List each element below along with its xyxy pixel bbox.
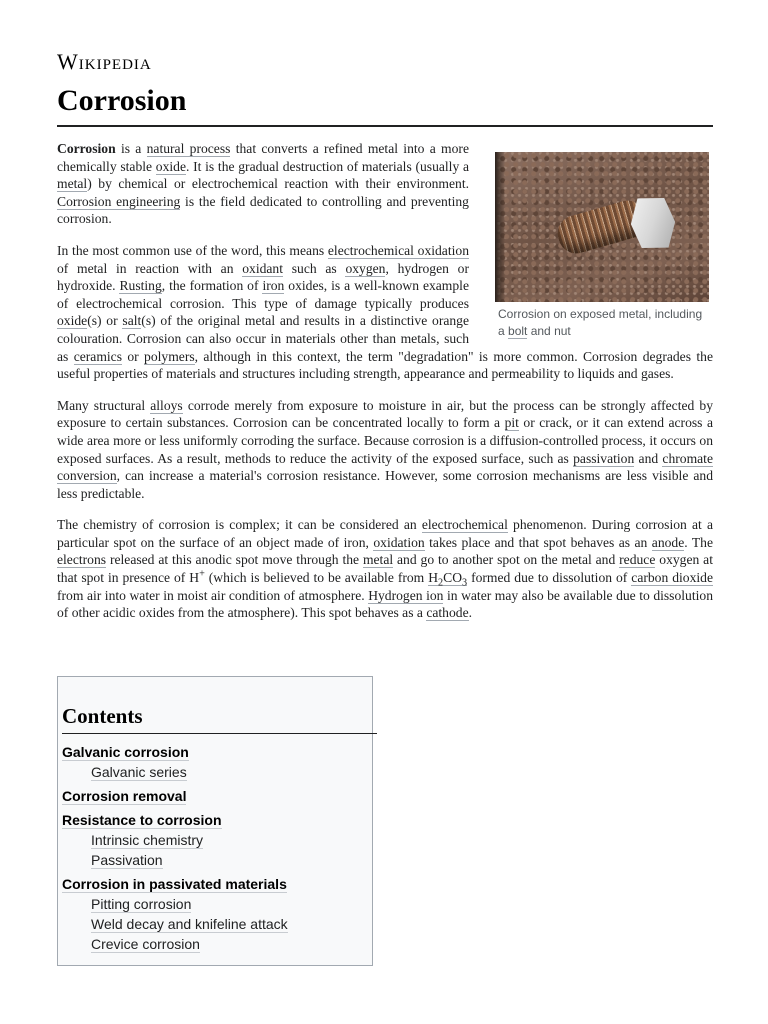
link-text: oxide: [155, 158, 186, 174]
link-text: 2: [438, 577, 444, 589]
text-run: The chemistry of corrosion is complex; it can be considered an: [57, 517, 422, 533]
figure-caption: [495, 302, 713, 340]
toc-subitem-label: Crevice corrosion: [91, 936, 200, 952]
wiki-link[interactable]: [363, 552, 393, 568]
link-text: oxygen: [345, 260, 386, 276]
text-run: in water may also be available due to dissolution of other acidic oxides from the atmosphere). This spot behaves as a: [57, 587, 713, 621]
wiki-link[interactable]: [345, 261, 385, 277]
text-run: . The: [684, 534, 713, 550]
link-text: metal: [362, 552, 394, 568]
toc-item[interactable]: [62, 810, 368, 830]
page-title: Corrosion: [57, 84, 187, 117]
toc-item[interactable]: [62, 786, 368, 806]
toc-subitem[interactable]: [62, 934, 368, 954]
link-text: salt: [122, 313, 142, 329]
wiki-link[interactable]: [426, 605, 468, 621]
text-run: from air into water in moist air condition of atmosphere.: [57, 587, 369, 603]
text-run: phenomenon. During corrosion at a particular spot on the surface of an object made of iron,: [57, 517, 713, 550]
text-run: is a: [115, 141, 147, 156]
bold-term: Corrosion: [57, 141, 116, 156]
link-text: polymers: [144, 348, 195, 364]
superscript: +: [199, 568, 205, 580]
wiki-link[interactable]: [150, 398, 182, 414]
link-text: electrons: [57, 552, 107, 568]
text-run: (s) of the original metal and results in a distinctive orange colouration. Corrosion can also occur in materials other than metals, such as: [57, 313, 470, 364]
toc-subitem-label: Pitting corrosion: [91, 896, 192, 912]
link-text: anode: [651, 534, 685, 550]
text-run: In the most common use of the word, this means: [57, 242, 328, 258]
text-run: and: [634, 450, 663, 466]
wiki-link[interactable]: [328, 243, 469, 259]
link-text: CO: [443, 570, 463, 586]
toc-title: Contents: [62, 704, 377, 734]
toc-item-label: Corrosion removal: [62, 788, 187, 804]
toc-list: [62, 742, 368, 954]
text-run: ) by chemical or electrochemical reaction with their environment.: [87, 176, 469, 192]
toc-item-label: Galvanic corrosion: [62, 744, 189, 760]
wiki-link[interactable]: [422, 517, 508, 533]
wiki-link[interactable]: [57, 313, 87, 329]
wiki-link[interactable]: [652, 535, 684, 551]
text-run: is the field dedicated to controlling and preventing corrosion.: [57, 193, 469, 227]
wiki-link[interactable]: [119, 278, 161, 294]
link-text: Hydrogen ion: [368, 587, 444, 603]
text-run: corrode merely from exposure to moisture in air, but the process can be strongly affected by exposure to certain substances. Corrosion can be concentrated locally to form a: [57, 397, 713, 431]
toc-subitem[interactable]: [62, 850, 368, 870]
text-run: such as: [283, 260, 346, 276]
wiki-link[interactable]: [373, 535, 424, 551]
text-run: formed due to dissolution of: [467, 570, 632, 586]
link-text: oxide: [57, 313, 88, 329]
text-run: or: [122, 348, 145, 364]
wiki-link[interactable]: [74, 349, 122, 365]
text-run: released at this anodic spot move through the: [106, 552, 363, 568]
toc-section: [62, 810, 368, 870]
link-text: oxidant: [242, 260, 284, 276]
paragraph: [57, 397, 713, 503]
text-run: and go to another spot on the metal and: [393, 552, 620, 568]
link-text: reduce: [619, 552, 656, 568]
wiki-link[interactable]: [619, 552, 655, 568]
toc-section: [62, 742, 368, 782]
wiki-link[interactable]: [505, 415, 519, 431]
link-text: electrochemical: [421, 517, 508, 533]
link-text: alloys: [150, 397, 183, 413]
text-run: . It is the gradual destruction of materials (usually a: [186, 158, 470, 174]
caption-text: Corrosion on exposed metal, including a: [498, 307, 703, 338]
text-run: takes place and that spot behaves as an: [424, 534, 652, 550]
wiki-link[interactable]: [156, 159, 186, 175]
toc-subitem-label: Weld decay and knifeline attack: [91, 916, 288, 932]
link-text: H: [428, 570, 439, 586]
link-text: cathode: [426, 605, 469, 621]
text-run: , can increase a material's corrosion resistance. However, some corrosion mechanisms are less visible and less predictable.: [57, 468, 713, 501]
link-text: 3: [462, 577, 468, 589]
link-text: iron: [262, 278, 285, 294]
text-run: Many structural: [57, 397, 151, 413]
text-run: , hydrogen or hydroxide.: [57, 260, 469, 294]
link-text: ceramics: [73, 348, 122, 364]
link-text: carbon dioxide: [631, 570, 713, 586]
toc-item-label: Resistance to corrosion: [62, 812, 222, 828]
wiki-link[interactable]: [147, 141, 231, 157]
link-text: pit: [504, 415, 519, 431]
text-run: of metal in reaction with an: [57, 260, 243, 276]
link-text: passivation: [573, 450, 635, 466]
toc-section: [62, 874, 368, 954]
toc-section: [62, 786, 368, 806]
caption-text-end: and nut: [527, 324, 571, 338]
wikipedia-wordmark[interactable]: Wikipedia: [57, 49, 152, 74]
wiki-link[interactable]: [631, 570, 713, 586]
toc-subitem[interactable]: [62, 762, 368, 782]
image-shadow: [495, 152, 505, 302]
toc-subitem[interactable]: [62, 830, 368, 850]
text-run: oxides, is a well-known example of electrochemical corrosion. This type of damage typically produces: [57, 278, 469, 311]
title-divider: [57, 125, 713, 127]
link-text: oxidation: [373, 534, 425, 550]
toc-item[interactable]: [62, 874, 368, 894]
toc-subitem-label: Galvanic series: [91, 764, 187, 780]
figure: [495, 152, 713, 340]
link-text: Corrosion engineering: [57, 193, 181, 209]
wiki-link[interactable]: [443, 570, 462, 586]
text-run: (which is believed to be available from: [204, 570, 429, 586]
link-text: Rusting: [119, 278, 162, 294]
table-of-contents: [57, 676, 373, 966]
text-run: , although in this context, the term "degradation" is more common. Corrosion degrades the useful properties of materials and structures including strength, appearance and permeability to liquids and gases.: [57, 348, 713, 382]
article-body: [57, 140, 713, 636]
text-run: that converts a refined metal into a more chemically stable: [57, 141, 469, 174]
toc-subitem[interactable]: [62, 894, 368, 914]
wiki-link[interactable]: [57, 552, 106, 568]
toc-subitem-label: Passivation: [91, 852, 163, 868]
wiki-link[interactable]: [573, 451, 634, 467]
wiki-link[interactable]: [57, 194, 180, 210]
wiki-link[interactable]: [122, 313, 141, 329]
wiki-link[interactable]: [57, 176, 87, 192]
toc-item[interactable]: [62, 742, 368, 762]
toc-item-label: Corrosion in passivated materials: [62, 876, 287, 892]
text-run: oxygen at that spot in presence of H: [57, 552, 713, 586]
caption-link-bolt[interactable]: bolt: [508, 324, 528, 338]
text-run: .: [468, 605, 473, 621]
toc-subitem[interactable]: [62, 914, 368, 934]
toc-subitem-label: Intrinsic chemistry: [91, 832, 204, 848]
link-text: chromate conversion: [57, 450, 713, 484]
link-text: electrochemical oxidation: [327, 242, 469, 258]
text-run: or crack, or it can extend across a wide area more or less uniformly corroding the surface. Because corrosion is a diffusion-controlled process, it occurs on exposed surfaces. As a result, methods to reduce the activity of the exposed surface, such as: [57, 415, 713, 466]
text-run: (s) or: [87, 313, 123, 329]
wiki-link[interactable]: [242, 261, 283, 277]
text-run: , the formation of: [161, 278, 263, 294]
paragraph: [57, 516, 713, 622]
link-text: natural process: [146, 141, 231, 156]
wiki-link[interactable]: [368, 588, 443, 604]
corroded-bolt-image[interactable]: [495, 152, 709, 302]
wiki-link[interactable]: [144, 349, 195, 365]
wiki-link[interactable]: [428, 570, 438, 586]
wiki-link[interactable]: [262, 278, 284, 294]
link-text: metal: [57, 176, 88, 192]
